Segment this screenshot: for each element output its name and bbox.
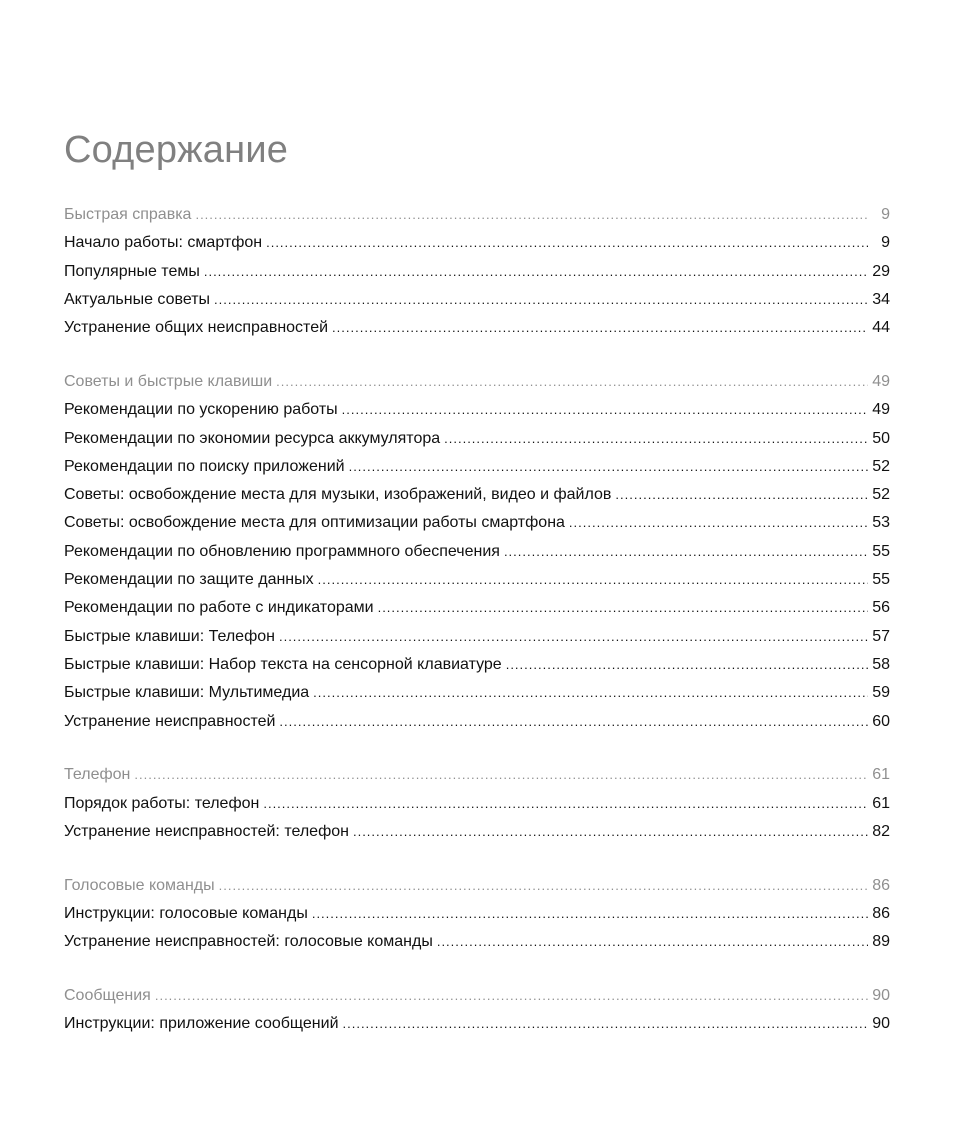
toc-entry[interactable]: [64, 1010, 890, 1038]
toc-entry-label: Рекомендации по обновлению программного обеспечения: [64, 542, 500, 560]
toc-page-number: 82: [872, 822, 890, 840]
toc-page-number: 60: [872, 712, 890, 730]
dot-leader: [615, 481, 868, 509]
dot-leader: [444, 425, 868, 453]
toc-entry[interactable]: [64, 679, 890, 707]
toc-entry[interactable]: [64, 928, 890, 956]
dot-leader: [343, 1010, 869, 1038]
dot-leader: [569, 509, 868, 537]
dot-leader: [266, 229, 868, 257]
dot-leader: [318, 566, 868, 594]
toc-entry-label: Актуальные советы: [64, 290, 211, 308]
toc-page-number: 50: [872, 429, 890, 447]
toc-entry-label: Инструкции: голосовые команды: [64, 905, 308, 923]
dot-leader: [506, 651, 868, 679]
dot-leader: [279, 623, 868, 651]
dot-leader: [276, 368, 868, 396]
dot-leader: [378, 594, 868, 622]
toc-entry[interactable]: [64, 790, 890, 818]
toc-entry-label: Устранение общих неисправностей: [64, 319, 329, 337]
toc-section-phone: [64, 761, 890, 846]
toc-page-number: 52: [872, 457, 890, 475]
toc-page-number: 57: [872, 627, 890, 645]
toc-heading-label: Голосовые команды: [64, 876, 215, 894]
toc-page-number: 86: [872, 876, 890, 894]
table-of-contents: [64, 201, 890, 1064]
toc-page-number: 89: [872, 933, 890, 951]
toc-entry[interactable]: [64, 566, 890, 594]
toc-entry[interactable]: [64, 314, 890, 342]
toc-section-tips-shortcuts: [64, 368, 890, 736]
toc-entry-label: Быстрые клавиши: Телефон: [64, 627, 275, 645]
toc-entry[interactable]: [64, 396, 890, 424]
toc-heading-label: Быстрая справка: [64, 206, 192, 223]
toc-entry-label: Начало работы: смартфон: [64, 234, 263, 252]
toc-entry-label: Рекомендации по защите данных: [64, 571, 314, 589]
dot-leader: [214, 286, 868, 314]
toc-section-heading[interactable]: [64, 201, 890, 229]
dot-leader: [353, 818, 868, 846]
toc-heading-label: Советы и быстрые клавиши: [64, 372, 273, 390]
toc-entry-label: Быстрые клавиши: Мультимедиа: [64, 684, 310, 702]
toc-entry[interactable]: [64, 453, 890, 481]
toc-entry-label: Рекомендации по экономии ресурса аккумулятора: [64, 429, 441, 447]
toc-page-number: 9: [881, 234, 890, 252]
dot-leader: [349, 453, 868, 481]
toc-page-number: 55: [872, 571, 890, 589]
toc-section-heading[interactable]: [64, 872, 890, 900]
toc-section-messages: [64, 982, 890, 1039]
dot-leader: [155, 982, 868, 1010]
toc-section-heading[interactable]: [64, 368, 890, 396]
toc-entry-label: Рекомендации по работе с индикаторами: [64, 599, 374, 617]
toc-page-number: 29: [872, 262, 890, 280]
dot-leader: [504, 538, 868, 566]
toc-entry[interactable]: [64, 481, 890, 509]
toc-page-number: 52: [872, 486, 890, 504]
toc-page-number: 59: [872, 684, 890, 702]
dot-leader: [204, 258, 868, 286]
toc-entry[interactable]: [64, 538, 890, 566]
dot-leader: [279, 708, 868, 736]
toc-page-number: 58: [872, 655, 890, 673]
dot-leader: [263, 790, 868, 818]
toc-page-number: 86: [872, 905, 890, 923]
toc-entry[interactable]: [64, 425, 890, 453]
toc-entry[interactable]: [64, 818, 890, 846]
toc-entry-label: Рекомендации по поиску приложений: [64, 457, 345, 475]
toc-entry-label: Устранение неисправностей: телефон: [64, 822, 349, 840]
toc-heading-label: Сообщения: [64, 987, 151, 1005]
toc-page-number: 49: [872, 401, 890, 419]
toc-page-number: 61: [872, 766, 890, 784]
toc-entry[interactable]: [64, 594, 890, 622]
toc-page-number: 90: [872, 1015, 890, 1033]
toc-page-number: 9: [881, 206, 890, 223]
toc-section-voice-commands: [64, 872, 890, 957]
toc-entry-label: Рекомендации по ускорению работы: [64, 401, 338, 419]
toc-entry[interactable]: [64, 623, 890, 651]
toc-entry[interactable]: [64, 229, 890, 257]
toc-entry-label: Инструкции: приложение сообщений: [64, 1015, 339, 1033]
toc-section-heading[interactable]: [64, 761, 890, 789]
dot-leader: [437, 928, 868, 956]
toc-page-number: 56: [872, 599, 890, 617]
toc-entry-label: Устранение неисправностей: голосовые команды: [64, 933, 433, 951]
toc-page-number: 90: [872, 987, 890, 1005]
dot-leader: [134, 761, 868, 789]
toc-entry[interactable]: [64, 708, 890, 736]
toc-entry-label: Устранение неисправностей: [64, 712, 276, 730]
toc-entry[interactable]: [64, 286, 890, 314]
dot-leader: [195, 201, 868, 229]
toc-entry[interactable]: [64, 651, 890, 679]
toc-entry-label: Советы: освобождение места для музыки, изображений, видео и файлов: [64, 486, 612, 504]
dot-leader: [313, 679, 868, 707]
toc-page-number: 61: [872, 794, 890, 812]
page-title: Содержание: [64, 129, 289, 171]
toc-page-number: 53: [872, 514, 890, 532]
toc-section-quick-reference: [64, 201, 890, 342]
toc-entry-label: Популярные темы: [64, 262, 200, 280]
dot-leader: [342, 396, 868, 424]
toc-page-number: 44: [872, 319, 890, 337]
toc-entry[interactable]: [64, 900, 890, 928]
toc-page-number: 49: [872, 372, 890, 390]
toc-section-heading[interactable]: [64, 982, 890, 1010]
toc-entry[interactable]: [64, 258, 890, 286]
toc-entry-label: Советы: освобождение места для оптимизации работы смартфона: [64, 514, 565, 532]
toc-entry-label: Быстрые клавиши: Набор текста на сенсорной клавиатуре: [64, 655, 502, 673]
toc-page-number: 34: [872, 290, 890, 308]
toc-page-number: 55: [872, 542, 890, 560]
toc-entry[interactable]: [64, 509, 890, 537]
dot-leader: [332, 314, 868, 342]
toc-heading-label: Телефон: [64, 766, 131, 784]
toc-entry-label: Порядок работы: телефон: [64, 794, 260, 812]
dot-leader: [219, 872, 868, 900]
dot-leader: [312, 900, 868, 928]
